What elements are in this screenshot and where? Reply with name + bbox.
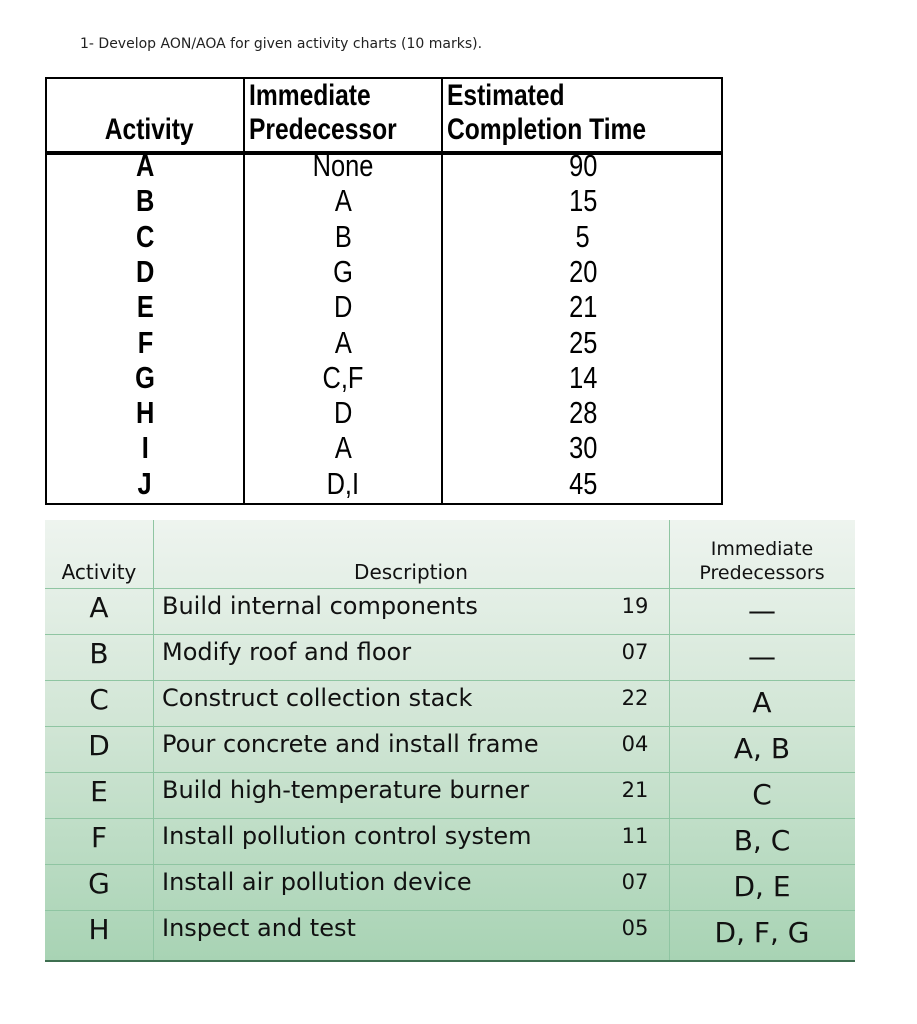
table-row bbox=[45, 772, 855, 818]
table-row bbox=[45, 588, 855, 634]
header-predecessor bbox=[245, 79, 441, 151]
activity-cell: B bbox=[135, 183, 155, 219]
description-cell: Install pollution control system bbox=[162, 822, 532, 850]
header-predecessors-line1: Immediate bbox=[710, 538, 814, 560]
predecessor-cell: D bbox=[333, 289, 353, 325]
activity-cell: A bbox=[89, 591, 109, 624]
header-time-line1: Estimated bbox=[447, 79, 565, 112]
activity-table-1 bbox=[45, 77, 723, 505]
predecessor-cell: A bbox=[334, 324, 352, 360]
time-cell: 21 bbox=[621, 778, 649, 802]
time-cell: 07 bbox=[621, 640, 649, 664]
header-time bbox=[443, 79, 723, 151]
time-cell: 05 bbox=[621, 916, 649, 940]
predecessors-cell: B, C bbox=[733, 824, 791, 857]
activity-cell: J bbox=[137, 465, 153, 501]
time-cell: 28 bbox=[568, 395, 598, 431]
predecessor-cell: A bbox=[334, 183, 352, 219]
activity-table-2 bbox=[45, 520, 855, 962]
predecessors-cell: — bbox=[748, 594, 776, 627]
description-cell: Pour concrete and install frame bbox=[162, 730, 539, 758]
table-row bbox=[47, 465, 721, 508]
predecessor-cell: B bbox=[334, 218, 352, 254]
time-cell: 90 bbox=[568, 148, 598, 183]
predecessor-cell: A bbox=[334, 430, 352, 466]
predecessors-cell: C bbox=[752, 778, 772, 811]
predecessors-cell: — bbox=[748, 640, 776, 673]
time-cell: 14 bbox=[568, 359, 598, 395]
table-row bbox=[45, 726, 855, 772]
table-row bbox=[45, 818, 855, 864]
predecessor-cell: C,F bbox=[322, 359, 364, 395]
activity-cell: C bbox=[89, 683, 109, 716]
time-cell: 15 bbox=[568, 183, 598, 219]
predecessors-cell: A, B bbox=[733, 732, 791, 765]
activity-cell: D bbox=[88, 729, 110, 762]
table-row bbox=[45, 680, 855, 726]
table-row bbox=[45, 864, 855, 910]
description-cell: Inspect and test bbox=[162, 914, 356, 942]
header-activity bbox=[47, 79, 243, 151]
activity-cell: C bbox=[135, 218, 155, 254]
time-cell: 45 bbox=[568, 465, 598, 501]
predecessors-cell: D, E bbox=[733, 870, 791, 903]
activity-cell: E bbox=[90, 775, 108, 808]
description-cell: Install air pollution device bbox=[162, 868, 472, 896]
time-cell: 5 bbox=[575, 218, 591, 254]
header-time-line2: Completion Time bbox=[447, 113, 647, 146]
activity-cell: G bbox=[88, 867, 110, 900]
time-cell: 20 bbox=[568, 253, 598, 289]
header-predecessor-line1: Immediate bbox=[249, 79, 371, 112]
time-cell: 19 bbox=[621, 594, 649, 618]
activity-cell: H bbox=[135, 395, 155, 431]
time-cell: 25 bbox=[568, 324, 598, 360]
description-cell: Construct collection stack bbox=[162, 684, 473, 712]
predecessor-cell: None bbox=[312, 148, 374, 183]
predecessor-cell: D bbox=[333, 395, 353, 431]
activity-cell: F bbox=[137, 324, 153, 360]
predecessors-cell: A bbox=[752, 686, 772, 719]
header-predecessors bbox=[669, 537, 855, 585]
header-predecessor-line2: Predecessor bbox=[249, 113, 397, 146]
activity-cell: B bbox=[89, 637, 109, 670]
time-cell: 30 bbox=[568, 430, 598, 466]
time-cell: 07 bbox=[621, 870, 649, 894]
time-cell: 21 bbox=[568, 289, 598, 325]
activity-cell: G bbox=[135, 359, 155, 395]
table-header bbox=[47, 79, 721, 155]
description-cell: Build high-temperature burner bbox=[162, 776, 530, 804]
predecessors-cell: D, F, G bbox=[714, 916, 810, 949]
predecessor-cell: D,I bbox=[326, 465, 360, 501]
predecessor-cell: G bbox=[333, 253, 353, 289]
activity-cell: F bbox=[90, 821, 108, 854]
question-text: 1- Develop AON/AOA for given activity charts (10 marks). bbox=[80, 36, 483, 52]
header-description: Description bbox=[354, 560, 468, 584]
table-row bbox=[45, 910, 855, 956]
description-cell: Build internal components bbox=[162, 592, 478, 620]
time-cell: 11 bbox=[621, 824, 649, 848]
time-cell: 04 bbox=[621, 732, 649, 756]
header-activity-label: Activity bbox=[104, 113, 194, 146]
description-cell: Modify roof and floor bbox=[162, 638, 412, 666]
activity-cell: E bbox=[136, 289, 154, 325]
activity-cell: I bbox=[141, 430, 149, 466]
activity-cell: A bbox=[135, 148, 155, 183]
activity-cell: H bbox=[88, 913, 110, 946]
table-row bbox=[45, 634, 855, 680]
activity-cell: D bbox=[135, 253, 155, 289]
header-activity: Activity bbox=[61, 560, 137, 584]
time-cell: 22 bbox=[621, 686, 649, 710]
header-predecessors-line2: Predecessors bbox=[699, 562, 825, 584]
